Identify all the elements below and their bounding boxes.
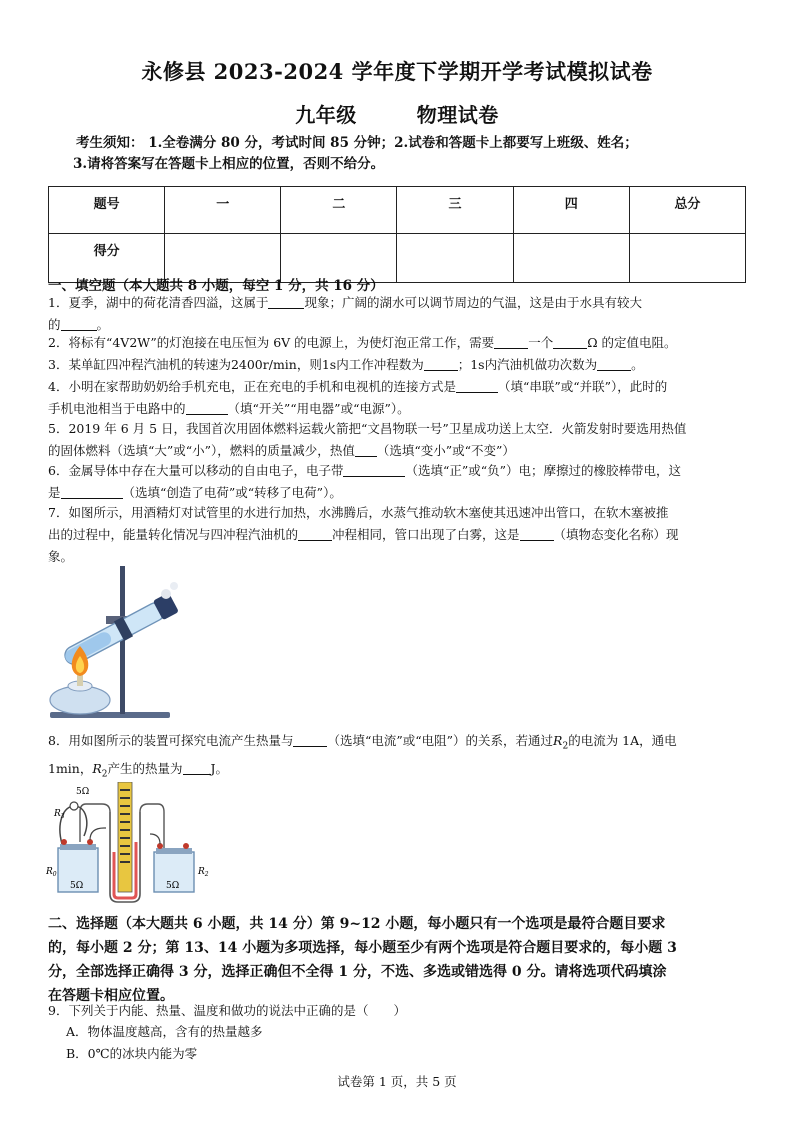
question-8: 8．用如图所示的装置可探究电流产生热量与 （选填“电流”或“电阻”）的关系，若通过$R_2$的电流为 1A，通电 1min，$R_2$产生的热量为 J。: [48, 733, 677, 779]
score-header-cell: 总分: [629, 187, 745, 234]
r0-label: $R_0$: [46, 867, 57, 878]
q8-text: 8．用如图所示的装置可探究电流产生热量与: [48, 733, 294, 748]
right-box-label: 5Ω: [166, 881, 180, 891]
q6-text: （选填“正”或“负”）电；摩擦过的橡胶棒带电，这: [405, 463, 682, 478]
notice-line-2: 3.请将答案写在答题卡上相应的位置，否则不给分。: [73, 156, 385, 172]
candidate-notice: [73, 133, 766, 175]
q5-text: 5．2019 年 6 月 5 日，我国首次用固体燃料运载火箭把“文昌物联一号”卫星成功送上太空．火箭发射时要选用热值: [48, 421, 687, 436]
r3-label: $R_3$: [54, 809, 65, 820]
answer-blank[interactable]: [293, 732, 327, 747]
q3-text: ；1s内汽油机做功次数为: [457, 357, 598, 372]
q7-text: 冲程相同，管口出现了白雾，这是: [332, 527, 520, 542]
question-1: [48, 292, 750, 336]
answer-blank[interactable]: [343, 462, 405, 477]
question-9-option-a[interactable]: A．物体温度越高，含有的热量越多: [66, 1024, 263, 1039]
q1-text: 现象；广阔的湖水可以调节周边的气温，这是由于水具有较大: [304, 295, 642, 310]
score-header-cell: 三: [397, 187, 513, 234]
section2-title: [48, 912, 748, 1008]
score-cell[interactable]: [513, 234, 629, 283]
score-table: [48, 186, 746, 283]
exam-title: 永修县 2023-2024 学年度下学期开学考试模拟试卷: [141, 59, 653, 84]
answer-blank[interactable]: [61, 316, 97, 331]
q8-text: 产生的热量为: [107, 760, 183, 776]
answer-blank[interactable]: [520, 526, 554, 541]
r2-subscript: 2: [101, 769, 108, 779]
q5-text: 的固体燃料（选填“大”或“小”），燃料的质量减少，热值: [48, 443, 355, 458]
q8-text: J。: [210, 760, 229, 776]
q4-text: （填“开关”“用电器”或“电源”）。: [227, 401, 410, 416]
question-9-option-b[interactable]: B．0℃的冰块内能为零: [66, 1046, 198, 1061]
test-tube-heating-figure: [46, 562, 186, 722]
answer-blank[interactable]: [268, 294, 304, 309]
q4-text: 4．小明在家帮助奶奶给手机充电，正在充电的手机和电视机的连接方式是: [48, 379, 456, 394]
score-header-cell: 一: [165, 187, 281, 234]
score-cell[interactable]: [629, 234, 745, 283]
left-box-label: 5Ω: [70, 881, 84, 891]
q8-text: 的电流为 1A，通电: [568, 733, 677, 748]
section2-line: 二、选择题（本大题共 6 小题，共 14 分）第 9~12 小题，每小题只有一个选项是最符合题目要求: [48, 916, 666, 932]
answer-blank[interactable]: [186, 400, 228, 415]
q6-text: （选填“创造了电荷”或“转移了电荷”）。: [122, 485, 342, 500]
q1-text: 1．夏季，湖中的荷花清香四溢，这属于: [48, 295, 269, 310]
answer-blank[interactable]: [553, 334, 587, 349]
notice-line-1: 考生须知： 1.全卷满分 80 分，考试时间 85 分钟；2.试卷和答题卡上都要写上班级、姓名；: [76, 135, 638, 151]
score-header-cell: 题号: [49, 187, 165, 234]
r3-value-label: 5Ω: [76, 787, 90, 797]
q2-text: Ω 的定值电阻。: [587, 335, 677, 350]
exam-subtitle: [0, 99, 794, 128]
section2-line: 在答题卡相应位置。: [48, 988, 174, 1004]
q2-text: 2．将标有“4V2W”的灯泡接在电压恒为 6V 的电源上，为使灯泡正常工作，需要: [48, 335, 495, 350]
q7-text: 7．如图所示，用酒精灯对试管里的水进行加热，水沸腾后，水蒸气推动软木塞使其迅速冲出管口，在软木塞被推: [48, 505, 669, 520]
page-footer: 试卷第 1 页，共 5 页: [337, 1074, 457, 1089]
subject-label: 物理试卷: [416, 103, 499, 127]
score-header-cell: 四: [513, 187, 629, 234]
q3-text: 。: [631, 357, 644, 372]
answer-blank[interactable]: [424, 356, 458, 371]
score-row-label: 得分: [49, 234, 165, 283]
answer-blank[interactable]: [183, 760, 211, 775]
joule-heat-circuit-figure: [46, 782, 216, 910]
question-2: [48, 332, 750, 354]
question-7: [48, 502, 750, 568]
q1-text: 。: [96, 317, 110, 332]
answer-blank[interactable]: [355, 442, 377, 457]
q7-text: （填物态变化名称）现: [553, 527, 679, 542]
question-4: [48, 376, 750, 420]
score-header-cell: 二: [281, 187, 397, 234]
answer-blank[interactable]: [597, 356, 631, 371]
q1-text: 的: [48, 317, 61, 332]
score-cell[interactable]: [397, 234, 513, 283]
q7-text: 出的过程中，能量转化情况与四冲程汽油机的: [48, 527, 299, 542]
grade-label: 九年级: [295, 103, 357, 127]
q6-text: 是: [48, 485, 61, 500]
q8-text: （选填“电流”或“电阻”）的关系，若通过: [327, 733, 554, 748]
answer-blank[interactable]: [494, 334, 528, 349]
q4-text: 手机电池相当于电路中的: [48, 401, 186, 416]
q6-text: 6．金属导体中存在大量可以移动的自由电子，电子带: [48, 463, 344, 478]
q2-text: 一个: [528, 335, 554, 350]
question-5: [48, 418, 750, 462]
question-3: [48, 354, 750, 376]
answer-blank[interactable]: [61, 484, 123, 499]
question-9-stem: 9．下列关于内能、热量、温度和做功的说法中正确的是（ ）: [48, 1003, 406, 1018]
q8-text: 1min，: [48, 760, 93, 776]
section2-line: 的，每小题 2 分；第 13、14 小题为多项选择，每小题至少有两个选项是符合题目要求的，每小题 3: [48, 940, 677, 956]
q5-text: （选填“变小”或“不变”）: [376, 443, 515, 458]
r2-subscript: 2: [562, 741, 569, 752]
section1-title: 一、填空题（本大题共 8 小题，每空 1 分，共 16 分）: [48, 278, 384, 294]
q3-text: 3．某单缸四冲程汽油机的转速为2400r/min，则1s内工作冲程数为: [48, 357, 424, 372]
r2-label: $R_2$: [198, 867, 209, 878]
section2-line: 分，全部选择正确得 3 分，选择正确但不全得 1 分，不选、多选或错选得 0 分。请将选项代码填涂: [48, 964, 667, 980]
answer-blank[interactable]: [456, 378, 498, 393]
question-6: [48, 460, 750, 504]
q7-text: 象。: [48, 549, 74, 564]
answer-blank[interactable]: [298, 526, 332, 541]
q4-text: （填“串联”或“并联”），此时的: [497, 379, 668, 394]
